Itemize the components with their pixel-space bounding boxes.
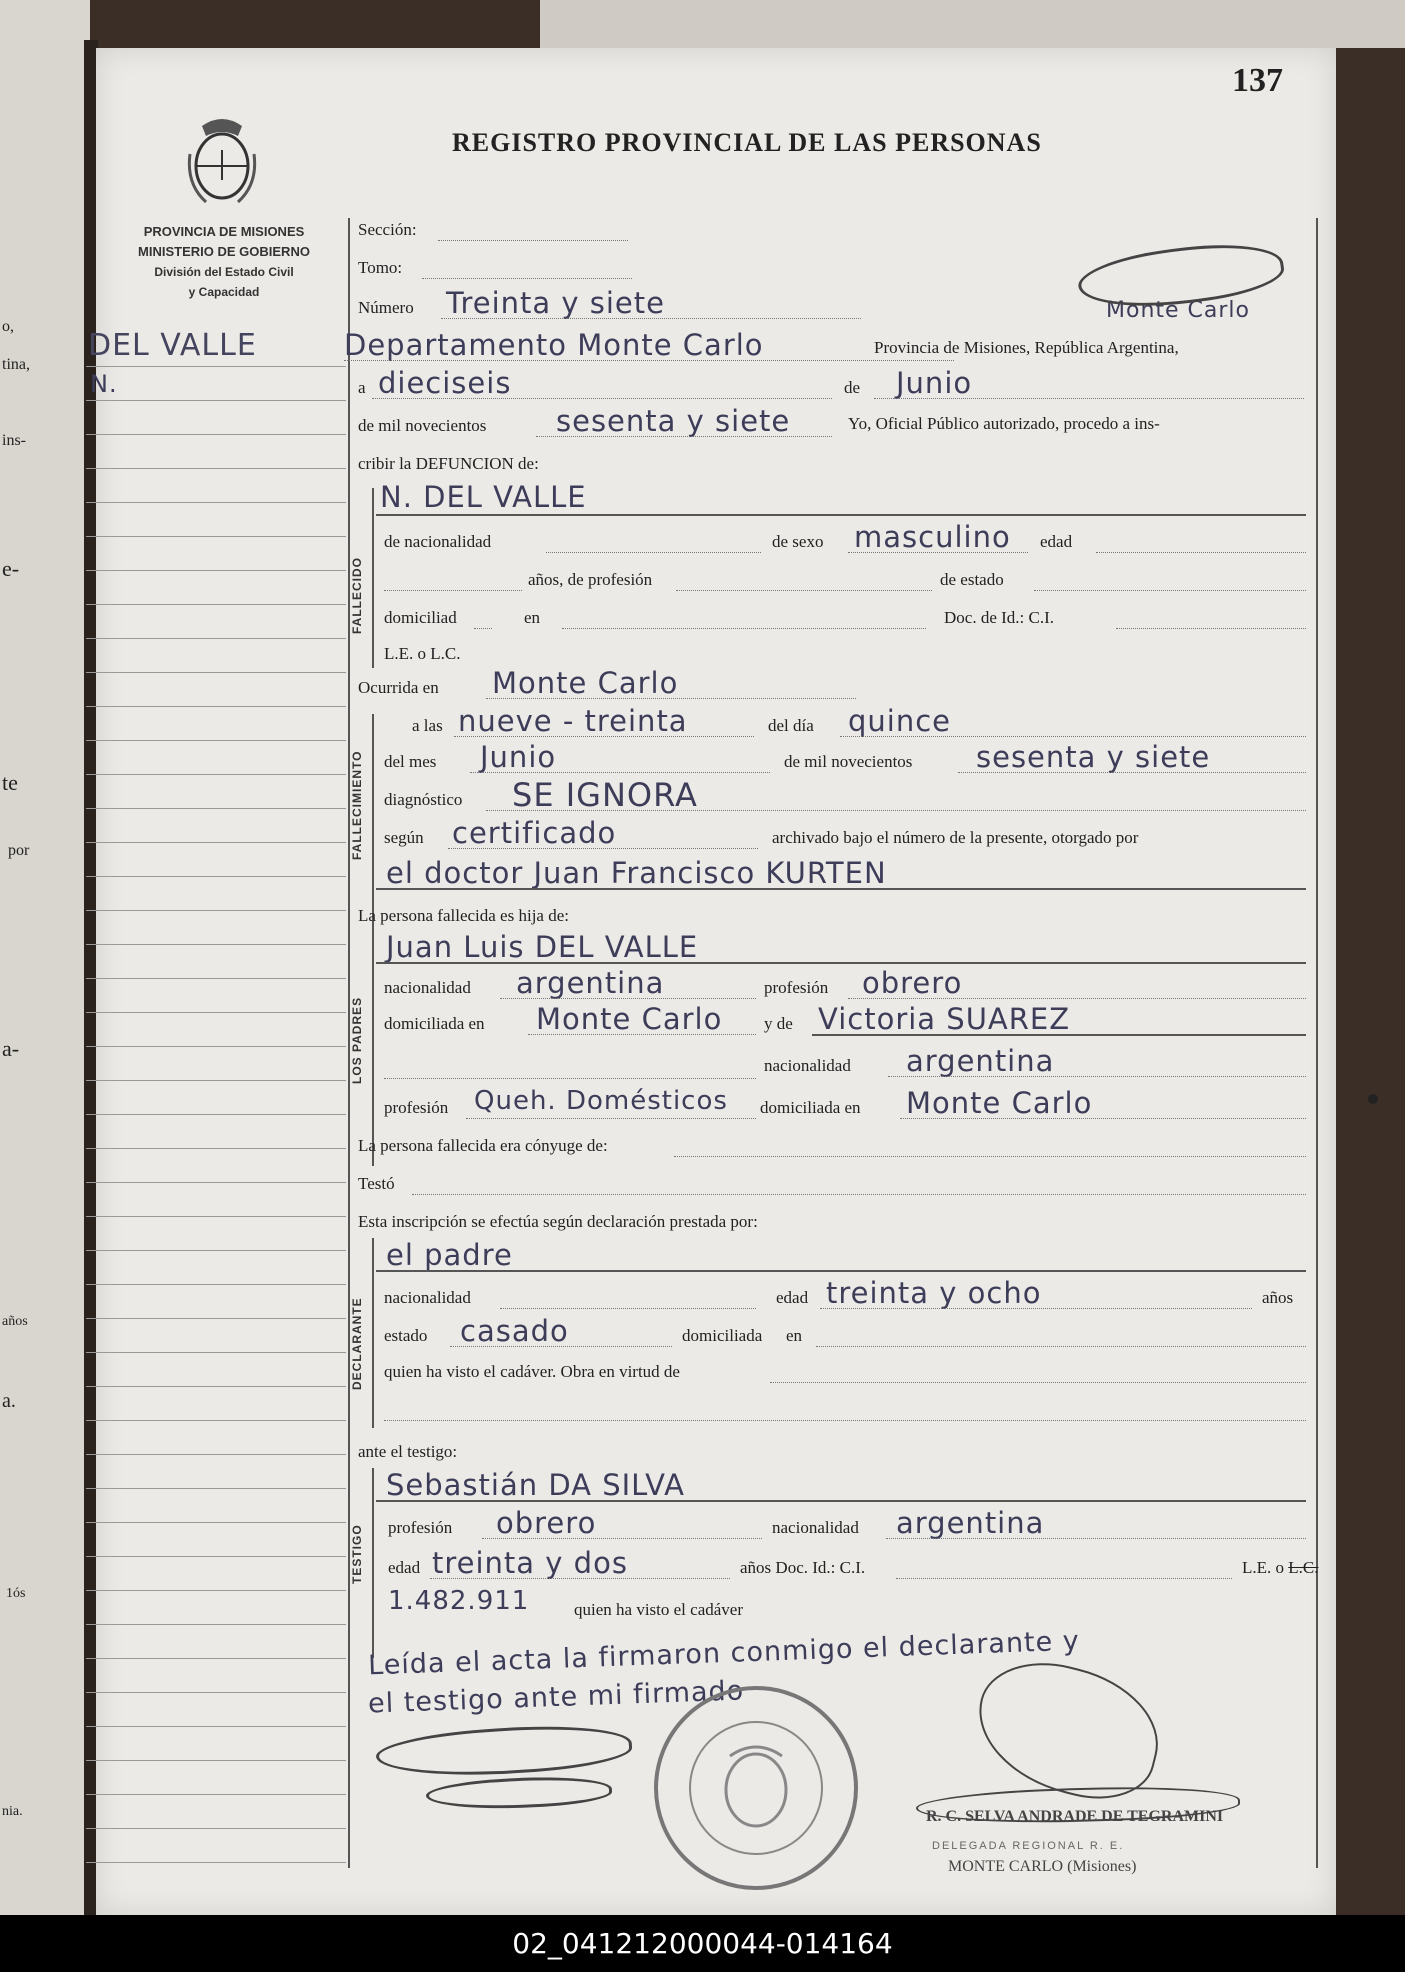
fragment: años [2,1314,28,1329]
value-testigo-edad: treinta y dos [432,1546,628,1580]
label-quien-visto: quien ha visto el cadáver. Obra en virtud de [384,1362,680,1381]
value-declarante: el padre [386,1238,513,1272]
section-bracket [372,714,374,934]
field-testigo-edad [430,1578,730,1579]
label-a-las: a las [412,716,443,735]
label-nacionalidad-4: nacionalidad [772,1518,859,1537]
label-de-mil-2: de mil novecientos [784,752,913,771]
label-del-dia: del día [768,716,814,735]
label-de-sexo: de sexo [772,532,824,551]
value-segun: certificado [452,816,617,850]
fragment: por [8,842,30,859]
field-testigo-prof [482,1538,762,1539]
field-edad [1096,552,1306,553]
label-a: a [358,378,366,397]
label-provincia: Provincia de Misiones, República Argentina, [874,338,1179,357]
official-seal-icon [646,1678,866,1898]
field-madre [812,1034,1306,1036]
value-padre-dom: Monte Carlo [536,1002,723,1036]
closing-line-1: Leída el acta la firmaron conmigo el declarante y [367,1625,1081,1682]
margin-initial: N. [90,370,118,398]
value-doctor: el doctor Juan Francisco KURTEN [386,856,887,890]
side-label-declarante: DECLARANTE [350,1297,364,1390]
field-diagnostico [486,810,1306,811]
label-de-mil: de mil novecientos [358,416,487,435]
label-anos: años [1262,1288,1294,1307]
field-mes-fallec [470,772,770,773]
value-numero: Treinta y siete [446,286,665,320]
document-page [88,48,1336,1915]
field-testo [412,1194,1306,1195]
field-padre-nac [500,998,756,999]
field-decl-dom [816,1346,1306,1347]
label-anos-doc: años Doc. Id.: C.I. [740,1558,866,1577]
value-ocurrida: Monte Carlo [492,666,679,700]
label-edad-3: edad [388,1558,421,1577]
field-anos [384,590,522,591]
value-testigo-nac: argentina [896,1506,1045,1540]
label-de-nacionalidad: de nacionalidad [384,532,492,551]
field-testigo [376,1500,1306,1502]
label-archivado: archivado bajo el número de la presente, otorgado por [772,828,1139,847]
label-en-3: en [786,1326,803,1345]
field-blank [384,1078,756,1079]
field-madre-prof [466,1118,756,1119]
fragment: ins- [2,432,26,449]
field-seccion [438,240,628,241]
left-page [0,0,90,1915]
field-sexo [848,552,1028,553]
coat-of-arms-icon [182,114,262,206]
value-madre-dom: Monte Carlo [906,1086,1093,1120]
label-y-de: y de [764,1014,793,1033]
value-dia: dieciseis [378,366,512,400]
field-decl-nac [500,1308,756,1309]
field-conyuge [674,1156,1306,1157]
label-nacionalidad-3: nacionalidad [384,1288,471,1307]
label-cribir: cribir la DEFUNCION de: [358,454,539,473]
side-label-padres: LOS PADRES [350,996,364,1084]
value-decl-estado: casado [460,1314,569,1348]
signature-declarante [375,1719,634,1783]
value-sexo: masculino [854,520,1011,554]
label-quien-visto-2: quien ha visto el cadáver [574,1600,743,1619]
label-profesion: profesión [764,978,829,997]
label-edad: edad [1040,532,1073,551]
field-segun [448,848,758,849]
next-page-edge [540,0,1405,48]
field-domiciliad-suffix [474,628,492,629]
label-testo: Testó [358,1174,395,1193]
field-tomo [422,278,632,279]
issuer-block [104,222,344,302]
image-id-bar: 02_041212000044-014164 [0,1915,1405,1972]
field-dia-fallec [840,736,1306,737]
label-nacionalidad-2: nacionalidad [764,1056,851,1075]
value-anio: sesenta y siete [556,404,791,438]
label-le-lc: L.E. o L.C. [384,644,461,663]
field-mes [874,398,1304,399]
label-profesion-4: profesión [388,1518,453,1537]
label-ante-testigo: ante el testigo: [358,1442,458,1461]
fragment: te [2,770,18,795]
label-nacionalidad: nacionalidad [384,978,471,997]
value-mes: Junio [896,366,973,400]
label-numero: Número [358,298,414,317]
issuer-line: PROVINCIA DE MISIONES [143,224,305,239]
field-madre-nac [888,1076,1306,1077]
field-departamento [344,360,954,361]
value-madre-prof: Queh. Domésticos [474,1086,728,1116]
label-del-mes: del mes [384,752,437,771]
fragment: a. [2,1390,16,1412]
label-domiciliad: domiciliad [384,608,457,627]
field-padre-dom [528,1034,756,1035]
fragment: o, [2,318,14,335]
issuer-line: y Capacidad [188,285,260,299]
label-anos-prof: años, de profesión [528,570,653,589]
issuer-line: MINISTERIO DE GOBIERNO [138,244,310,259]
field-declarante [376,1270,1306,1272]
issuer-line: División del Estado Civil [154,265,294,279]
fragment: a- [2,1036,20,1061]
label-conyuge: La persona fallecida era cónyuge de: [358,1136,608,1155]
field-decl-edad [820,1308,1252,1309]
label-de: de [844,378,861,397]
fragment: e- [2,556,20,581]
page-number: 137 [1232,62,1283,99]
lc-struck-text: L.C. [1288,1558,1319,1577]
field-testigo-nac [886,1538,1306,1539]
official-title: DELEGADA REGIONAL R. E. [932,1840,1125,1852]
field-numero [441,318,861,319]
label-domiciliada-en: domiciliada en [384,1014,485,1033]
value-nombre: N. DEL VALLE [380,480,587,514]
signature-testigo [425,1773,612,1813]
section-bracket [372,1468,374,1658]
corner-signature: Monte Carlo [1106,298,1250,323]
value-dia-fallec: quince [848,704,952,738]
page-title: REGISTRO PROVINCIAL DE LAS PERSONAS [452,128,1042,157]
field-obra [770,1382,1306,1383]
stamp-location: MONTE CARLO (Misiones) [948,1858,1137,1875]
field-doctor [376,888,1306,890]
value-padre: Juan Luis DEL VALLE [386,930,699,964]
value-diagnostico: SE IGNORA [512,776,698,814]
label-segun: según [384,828,424,847]
field-profesion [676,590,932,591]
label-inscripcion: Esta inscripción se efectúa según declaración prestada por: [358,1212,758,1231]
label-oficial: Yo, Oficial Público autorizado, procedo a ins- [848,414,1160,433]
label-tomo: Tomo: [358,258,403,277]
closing-line-2: el testigo ante mi firmado [367,1675,745,1720]
label-edad-2: edad [776,1288,809,1307]
form-border-right [1316,218,1318,1868]
section-bracket [372,1238,374,1428]
field-doc-id [1116,628,1306,629]
label-domiciliada-en-2: domiciliada en [760,1098,861,1117]
label-seccion: Sección: [358,220,417,239]
field-madre-dom [900,1118,1306,1119]
label-hija-de: La persona fallecida es hija de: [358,906,569,925]
value-madre-nac: argentina [906,1044,1055,1078]
side-label-testigo: TESTIGO [350,1524,364,1584]
field-nombre [376,514,1306,516]
label-profesion-2: profesión [384,1098,449,1117]
label-diagnostico: diagnóstico [384,790,463,809]
value-testigo-doc: 1.482.911 [388,1586,530,1616]
margin-surname: DEL VALLE [88,328,257,363]
label-estado: estado [384,1326,428,1345]
label-doc-id: Doc. de Id.: C.I. [944,608,1055,627]
fragment: tina, [2,356,30,373]
label-en: en [524,608,541,627]
label-domiciliada-3: domiciliada [682,1326,763,1345]
value-decl-edad: treinta y ocho [826,1276,1042,1310]
value-padre-nac: argentina [516,966,665,1000]
value-testigo: Sebastián DA SILVA [386,1468,685,1502]
field-anio-fallec [958,772,1306,773]
le-o-text: L.E. o [1242,1558,1285,1577]
field-dia [372,398,832,399]
field-padre-prof [848,998,1306,999]
fragment: 1ós [6,1586,26,1601]
value-departamento: Departamento Monte Carlo [344,328,764,362]
field-testigo-doc [896,1578,1232,1579]
side-label-fallecimiento: FALLECIMIENTO [350,750,364,860]
value-mes-fallec: Junio [480,740,557,774]
ink-dot [1368,1094,1378,1104]
field-hora [454,736,754,737]
field-nacionalidad [546,552,761,553]
label-ocurrida: Ocurrida en [358,678,439,697]
side-label-fallecido: FALLECIDO [350,557,364,634]
section-bracket [372,488,374,668]
field-anio [536,436,832,437]
field-domicilio [562,628,926,629]
field-padre [376,962,1306,964]
fragment: nia. [2,1804,23,1819]
value-testigo-prof: obrero [496,1506,597,1540]
label-de-estado: de estado [940,570,1004,589]
official-name: R. C. SELVA ANDRADE DE TEGRAMINI [926,1808,1224,1825]
field-decl-estado [450,1346,672,1347]
value-madre: Victoria SUAREZ [818,1002,1071,1036]
value-padre-prof: obrero [862,966,963,1000]
field-estado [1034,590,1306,591]
value-hora: nueve - treinta [458,704,688,738]
label-le-o [1242,1558,1319,1578]
section-bracket [372,934,374,1166]
field-obra-cont [384,1420,1306,1421]
field-ocurrida [486,698,856,699]
value-anio-fallec: sesenta y siete [976,740,1211,774]
